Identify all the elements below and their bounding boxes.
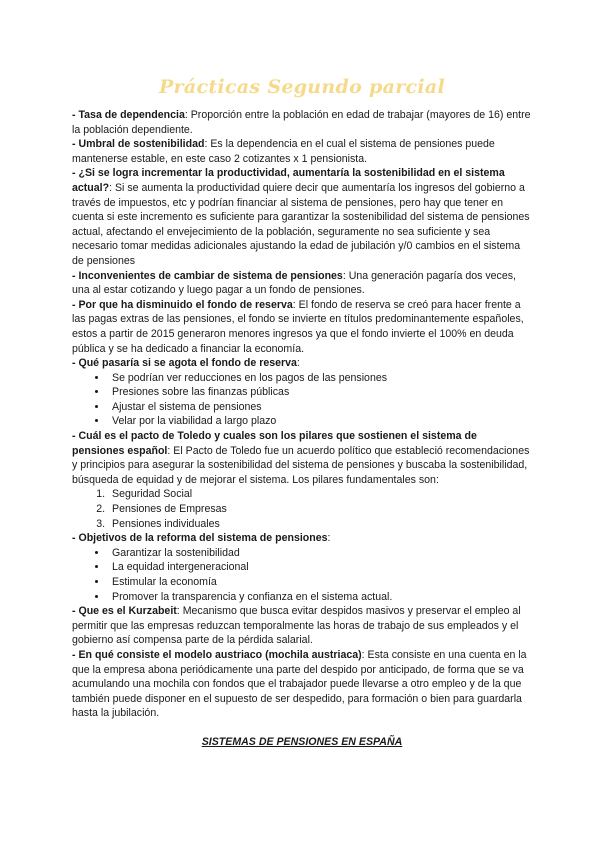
- section-kurzabeit: [72, 604, 532, 648]
- section-paragraph: [72, 108, 532, 137]
- list-item: 3. Pensiones individuales: [108, 517, 532, 532]
- section-paragraph: [72, 604, 532, 648]
- section-body: El fondo de reserva se creó para hacer frente a las pagas extras de las pensiones, el fondo se invierte en títulos predominantemente españoles, estos a partir de 2015 generaron menores ingresos ya que el fondo invierte el 100% en deuda pública y se ha dedicado a financiar la economía.: [72, 298, 524, 355]
- list-item: • Estimular la economía: [108, 575, 532, 590]
- list-item: • Promover la transparencia y confianza en el sistema actual.: [108, 590, 532, 605]
- page-title: Prácticas Segundo parcial: [158, 76, 446, 98]
- section-term: - Por que ha disminuido el fondo de reserva: [72, 298, 293, 311]
- section-objetivos-reforma: [72, 531, 532, 604]
- list-item: • La equidad intergeneracional: [108, 560, 532, 575]
- list-item: 2. Pensiones de Empresas: [108, 502, 532, 517]
- section-agota-fondo: [72, 356, 532, 429]
- section-separator: :: [327, 532, 331, 545]
- list-item: • Garantizar la sostenibilidad: [108, 546, 532, 561]
- section-separator: :: [296, 357, 300, 370]
- list-item: • Se podrían ver reducciones en los pagos de las pensiones: [108, 371, 532, 386]
- section-productividad: [72, 166, 532, 268]
- section-umbral-sostenibilidad: [72, 137, 532, 166]
- list-item: • Ajustar el sistema de pensiones: [108, 400, 532, 415]
- section-separator: :: [361, 648, 368, 661]
- section-paragraph: [72, 531, 532, 546]
- list-item: • Velar por la viabilidad a largo plazo: [108, 414, 532, 429]
- section-body: Mecanismo que busca evitar despidos masivos y preservar el empleo al permitir que las empresas reduzcan temporalmente las horas de trabajo de sus empleados y el gobierno así compensa parte de la pérdida salarial.: [72, 605, 521, 647]
- section-term: - ¿Si se logra incrementar la productividad, aumentaría la sostenibilidad en el sistema actual?: [72, 167, 505, 194]
- section-term: - Que es el Kurzabeit: [72, 605, 177, 618]
- section-term: - Umbral de sostenibilidad: [72, 138, 205, 151]
- section-tasa-dependencia: [72, 108, 532, 137]
- section-separator: :: [176, 605, 183, 618]
- section-paragraph: [72, 166, 532, 268]
- section-separator: :: [184, 109, 191, 121]
- section-term: - Inconvenientes de cambiar de sistema de pensiones: [72, 269, 343, 282]
- section-separator: :: [342, 269, 349, 282]
- footer-heading: SISTEMAS DE PENSIONES EN ESPAÑA: [201, 735, 403, 748]
- section-pacto-toledo: [72, 429, 532, 531]
- section-paragraph: [72, 298, 532, 356]
- section-inconvenientes: [72, 269, 532, 298]
- section-separator: :: [204, 138, 211, 151]
- numbered-list: [72, 487, 532, 531]
- list-item: 1. Seguridad Social: [108, 487, 532, 502]
- section-separator: :: [167, 444, 174, 457]
- section-mochila-austriaca: [72, 648, 532, 721]
- section-term: - Cuál es el pacto de Toledo y cuales son los pilares que sostienen el sistema de pensiones español: [72, 430, 477, 457]
- list-item: • Presiones sobre las finanzas públicas: [108, 385, 532, 400]
- section-body: Proporción entre la población en edad de trabajar (mayores de 16) entre la población dependiente.: [72, 109, 531, 136]
- section-term: - Objetivos de la reforma del sistema de pensiones: [72, 532, 328, 545]
- section-term: - En qué consiste el modelo austriaco (mochila austriaca): [72, 648, 362, 661]
- section-body: Una generación pagaría dos veces, una al estar cotizando y luego pagar a un fondo de pensiones.: [72, 269, 516, 297]
- section-body: Es la dependencia en el cual el sistema de pensiones puede mantenerse estable, en este caso 2 cotizantes x 1 pensionista.: [72, 138, 495, 165]
- section-body: Si se aumenta la productividad quiere decir que aumentaría los ingresos del gobierno a través de impuestos, etc y podrían financiar al sistema de pensiones, pero hay que tener en cuenta si este incremento es suficiente para garantizar la sostenibilidad del sistema de pensiones actual, afectando el envejecimiento de la población, seguramente no sea suficiente y sea necesario tomar medidas adicionales ajustando la edad de jubilación y/0 cambios en el sistema de pensiones: [72, 181, 530, 267]
- section-term: - Qué pasaría si se agota el fondo de reserva: [72, 357, 297, 370]
- section-paragraph: [72, 269, 532, 298]
- section-body: El Pacto de Toledo fue un acuerdo político que estableció recomendaciones y principios para asegurar la sostenibilidad del sistema de pensiones y buscaba la sostenibilidad, búsqueda de equidad y de mejorar el sistema. Los pilares fundamentales son:: [72, 444, 530, 486]
- section-term: - Tasa de dependencia: [72, 109, 185, 121]
- section-paragraph: [72, 648, 532, 721]
- section-paragraph: [72, 137, 532, 166]
- bullet-list: [72, 546, 532, 604]
- section-paragraph: [72, 429, 532, 487]
- section-paragraph: [72, 356, 532, 371]
- section-body: Esta consiste en una cuenta en la que la empresa abona periódicamente una parte del despido por anticipado, de forma que se va acumulando una mochila con fondos que el trabajador puede llevarse a otro empleo y de la que también puede disponer en el supuesto de ser despedido, para formación o bien para guardarla hasta la jubilación.: [72, 648, 527, 720]
- section-separator: :: [292, 298, 299, 311]
- document-page: [72, 74, 532, 750]
- section-fondo-reserva: [72, 298, 532, 356]
- section-separator: :: [109, 181, 115, 194]
- bullet-list: [72, 371, 532, 429]
